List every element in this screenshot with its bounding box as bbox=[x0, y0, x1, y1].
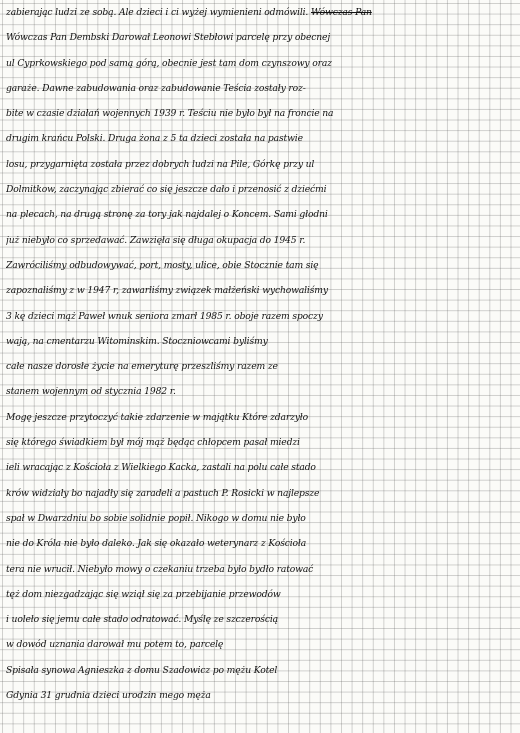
text-line-20-content: krów widziały bo najadły się zaradeli a pastuch P. Rosicki w najlepsze bbox=[6, 487, 320, 499]
text-line-27-content: Spisała synowa Agnieszka z domu Szadowicz po mężu Kotel bbox=[6, 664, 278, 676]
handwritten-text bbox=[6, 0, 514, 708]
text-line-15-content: całe nasze dorosłe życie na emeryturę przeszliśmy razem ze bbox=[6, 361, 278, 373]
text-line-28 bbox=[6, 683, 514, 708]
text-line-19 bbox=[6, 455, 514, 480]
text-line-7-content: losu, przygarnięta została przez dobrych ludzi na Pile, Górkę przy ul bbox=[6, 158, 315, 170]
text-line-3 bbox=[6, 51, 514, 76]
text-line-11 bbox=[6, 253, 514, 278]
text-line-5 bbox=[6, 101, 514, 126]
text-line-23 bbox=[6, 557, 514, 582]
text-line-10-content: już niebyło co sprzedawać. Zawzięła się długa okupacja do 1945 r. bbox=[6, 234, 306, 246]
text-line-12 bbox=[6, 278, 514, 303]
text-line-13-content: 3 kę dzieci mąż Paweł wnuk seniora zmarł 1985 r. oboje razem spoczy bbox=[6, 310, 323, 322]
text-line-28-content: Gdynia 31 grudnia dzieci urodzin mego męża bbox=[6, 690, 211, 702]
text-line-2 bbox=[6, 25, 514, 50]
text-line-3-content: ul Cyprkowskiego pod samą górą, obecnie jest tam dom czynszowy oraz bbox=[6, 57, 332, 69]
text-line-23-content: tera nie wrucił. Niebyło mowy o czekaniu trzeba było bydło ratować bbox=[6, 563, 314, 575]
text-line-25-content: i uoleło się jemu całe stado odratować. Myślę ze szczerością bbox=[6, 614, 278, 626]
text-line-27 bbox=[6, 658, 514, 683]
struck-out-text: Wówczas Pan bbox=[310, 7, 372, 18]
text-line-15 bbox=[6, 354, 514, 379]
text-line-26-content: w dowód uznania darował mu potem to, parcelę bbox=[6, 639, 224, 651]
text-line-18-content: się którego świadkiem był mój mąż będąc chłopcem pasał miedzi bbox=[6, 437, 300, 449]
text-line-13 bbox=[6, 304, 514, 329]
text-line-26 bbox=[6, 632, 514, 657]
text-line-1-content: zabierając ludzi ze sobą. Ale dzieci i ci wyżej wymienieni odmówili. bbox=[6, 7, 309, 18]
text-line-7 bbox=[6, 152, 514, 177]
text-line-16-content: stanem wojennym od stycznia 1982 r. bbox=[6, 386, 176, 398]
text-line-21-content: spał w Dwarzdniu bo sobie solidnie popił. Nikogo w domu nie było bbox=[6, 512, 306, 524]
text-line-1 bbox=[6, 0, 514, 25]
text-line-25 bbox=[6, 607, 514, 632]
text-line-4-content: garaże. Dawne zabudowania oraz zabudowanie Teścia zostały roz- bbox=[6, 82, 306, 94]
text-line-24 bbox=[6, 582, 514, 607]
text-line-8-content: Dolmitkow, zaczynając zbierać co się jeszcze dało i przenosić z dziećmi bbox=[6, 184, 327, 196]
text-line-9 bbox=[6, 202, 514, 227]
text-line-9-content: na plecach, na drugą stronę za tory jak najdalej o Koncem. Sami głodni bbox=[6, 209, 328, 221]
text-line-18 bbox=[6, 430, 514, 455]
text-line-19-content: ieli wracając z Kościoła z Wielkiego Kacka, zastali na polu całe stado bbox=[6, 462, 316, 474]
text-line-22-content: nie do Króla nie było daleko. Jak się okazało weterynarz z Kościoła bbox=[6, 538, 307, 550]
text-line-6-content: drugim krańcu Polski. Druga żona z 5 ta dzieci została na pastwie bbox=[6, 133, 303, 145]
text-line-12-content: zapoznaliśmy z w 1947 r, zawarliśmy związek małżeński wychowaliśmy bbox=[6, 285, 328, 297]
text-line-20 bbox=[6, 481, 514, 506]
text-line-24-content: tęż dom niezgadzając się wziął się za przebijanie przewodów bbox=[6, 588, 281, 600]
text-line-2-content: Wówczas Pan Dembski Darował Leonowi Stebłowi parcelę przy obecnej bbox=[6, 32, 331, 44]
text-line-5-content: bite w czasie działań wojennych 1939 r. Teściu nie było był na froncie na bbox=[6, 108, 334, 120]
text-line-11-content: Zawróciliśmy odbudowywać, port, mosty, ulice, obie Stocznie tam się bbox=[6, 259, 319, 271]
text-line-17 bbox=[6, 405, 514, 430]
text-line-8 bbox=[6, 177, 514, 202]
text-line-22 bbox=[6, 531, 514, 556]
text-line-14-content: wają, na cmentarzu Witominskim. Stoczniowcami byliśmy bbox=[6, 335, 268, 347]
text-line-6 bbox=[6, 126, 514, 151]
text-line-17-content: Mogę jeszcze przytoczyć takie zdarzenie w majątku Które zdarzyło bbox=[6, 411, 309, 423]
text-line-4 bbox=[6, 76, 514, 101]
text-line-21 bbox=[6, 506, 514, 531]
text-line-16 bbox=[6, 379, 514, 404]
text-line-14 bbox=[6, 329, 514, 354]
text-line-10 bbox=[6, 228, 514, 253]
